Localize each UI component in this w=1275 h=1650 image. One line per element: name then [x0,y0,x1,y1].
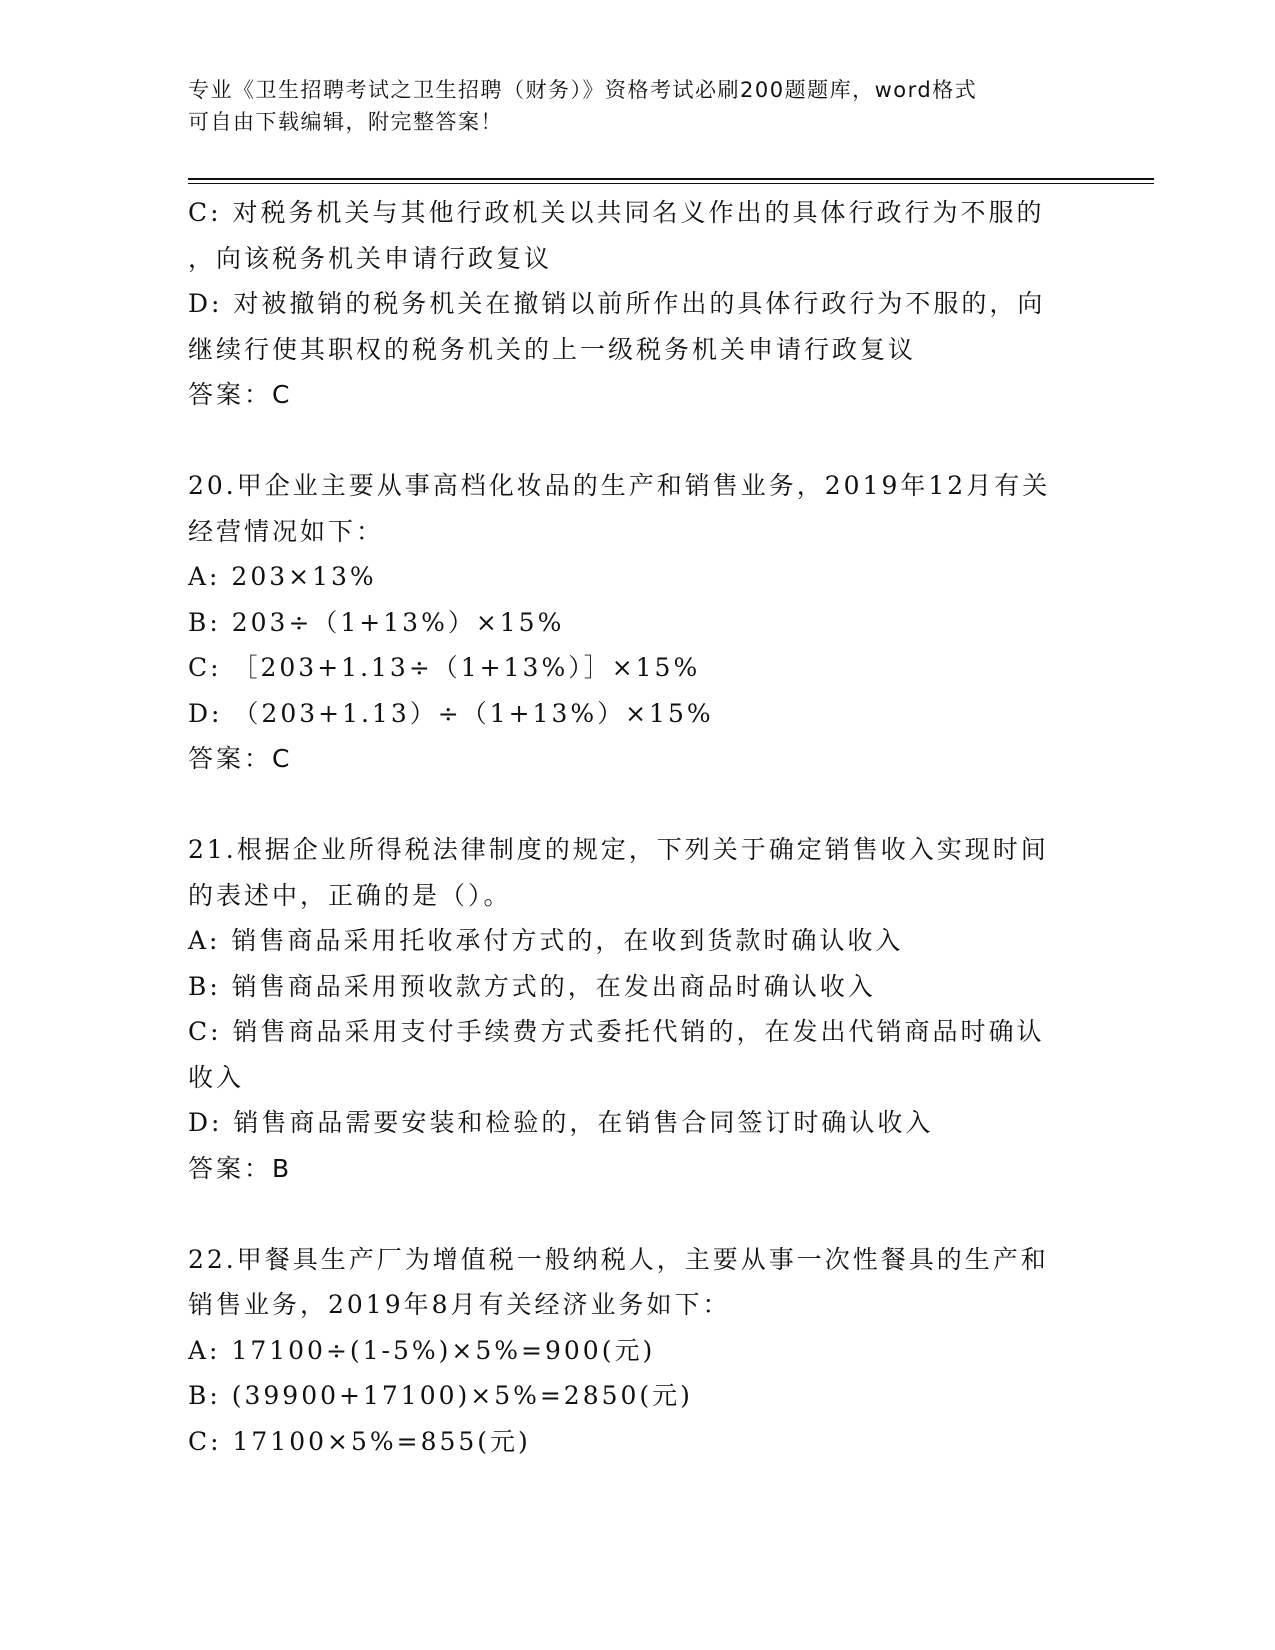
option-d-line-1: D: 对被撤销的税务机关在撤销以前所作出的具体行政行为不服的，向 [188,289,1046,318]
question-21 [188,827,1088,1191]
option-c: C: ［203+1.13÷（1+13%）］×15% [188,653,701,682]
option-b: B: 203÷（1+13%）×15% [188,607,565,637]
option-d: D: 销售商品需要安装和检验的，在销售合同签订时确认收入 [188,1108,934,1137]
option-b: B: (39900+17100)×5%=2850(元) [188,1381,693,1410]
header-title-line-2: 可自由下载编辑，附完整答案！ [188,110,503,134]
document-header [188,74,1088,138]
answer-line: 答案：B [188,1153,293,1183]
option-a: A: 203×13% [188,562,377,591]
option-c-line-1: C: 对税务机关与其他行政机关以共同名义作出的具体行政行为不服的 [188,198,1045,227]
spacer [188,782,1088,828]
option-c-line-2: 收入 [188,1062,245,1092]
header-divider-thin [188,183,1154,184]
question-20 [188,463,1088,782]
option-c-line-1: C: 销售商品采用支付手续费方式委托代销的，在发出代销商品时确认 [188,1017,1045,1046]
spacer [188,1191,1088,1237]
question-stem-line-1: 20.甲企业主要从事高档化妆品的生产和销售业务，2019年12月有关 [188,471,1051,500]
option-c-line-2: ，向该税务机关申请行政复议 [188,243,553,273]
question-19-tail [188,190,1088,418]
answer-line: 答案：C [188,744,293,773]
option-d-line-2: 继续行使其职权的税务机关的上一级税务机关申请行政复议 [188,334,917,364]
question-22 [188,1237,1088,1465]
header-title-line-1: 专业《卫生招聘考试之卫生招聘（财务）》资格考试必刷200题题库，word格式 [188,78,978,102]
question-content [188,190,1088,1464]
option-c: C: 17100×5%=855(元) [188,1426,531,1456]
option-a: A: 销售商品采用托收承付方式的，在收到货款时确认收入 [188,926,904,955]
option-b: B: 销售商品采用预收款方式的，在发出商品时确认收入 [188,971,876,1001]
question-stem-line-1: 21.根据企业所得税法律制度的规定，下列关于确定销售收入实现时间 [188,835,1049,864]
question-stem-line-1: 22.甲餐具生产厂为增值税一般纳税人，主要从事一次性餐具的生产和 [188,1244,1049,1274]
answer-line: 答案：C [188,380,293,409]
question-stem-line-2: 销售业务，2019年8月有关经济业务如下： [188,1290,731,1319]
option-d: D: （203+1.13）÷（1+13%）×15% [188,698,714,728]
question-stem-line-2: 的表述中，正确的是（）。 [188,880,512,910]
option-a: A: 17100÷(1-5%)×5%=900(元) [188,1335,656,1365]
question-stem-line-2: 经营情况如下： [188,516,385,546]
header-divider-thick [188,178,1154,180]
spacer [188,418,1088,464]
